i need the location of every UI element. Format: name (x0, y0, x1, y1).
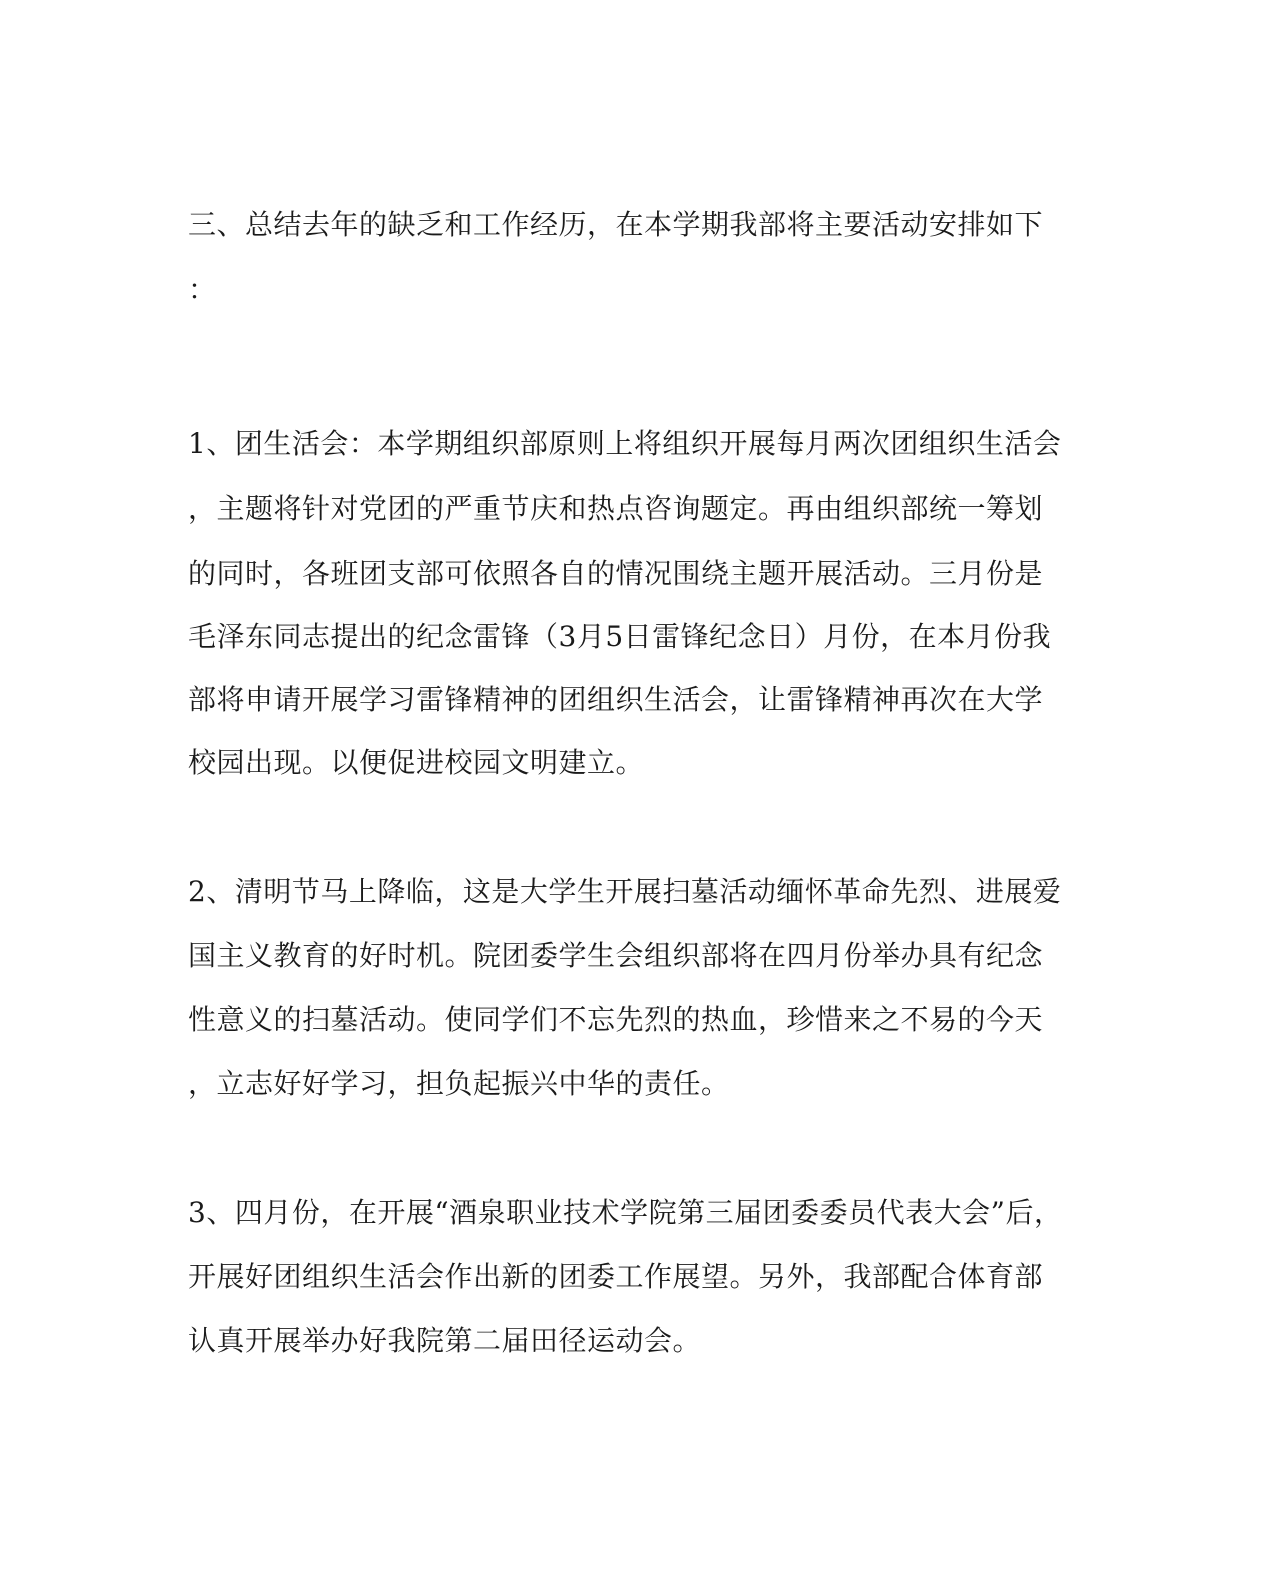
section-heading-line: ： (188, 273, 217, 306)
paragraph-line: 认真开展举办好我院第二届田径运动会。 (188, 1324, 702, 1357)
paragraph-line: 1、团生活会：本学期组织部原则上将组织开展每月两次团组织生活会 (188, 427, 1062, 460)
paragraph-line: 毛泽东同志提出的纪念雷锋（3月5日雷锋纪念日）月份，在本月份我 (188, 620, 1052, 653)
paragraph-line: 2、清明节马上降临，这是大学生开展扫墓活动缅怀革命先烈、进展爱 (188, 875, 1062, 908)
paragraph-line: 3、四月份，在开展“酒泉职业技术学院第三届团委委员代表大会”后， (188, 1196, 1063, 1229)
paragraph-line: 国主义教育的好时机。院团委学生会组织部将在四月份举办具有纪念 (188, 939, 1044, 972)
section-heading-line: 三、总结去年的缺乏和工作经历，在本学期我部将主要活动安排如下 (188, 208, 1044, 241)
paragraph-line: 性意义的扫墓活动。使同学们不忘先烈的热血，珍惜来之不易的今天 (188, 1003, 1044, 1036)
paragraph-line: 的同时，各班团支部可依照各自的情况围绕主题开展活动。三月份是 (188, 557, 1044, 590)
paragraph-line: ，立志好好学习，担负起振兴中华的责任。 (188, 1067, 730, 1100)
paragraph-line: 开展好团组织生活会作出新的团委工作展望。另外，我部配合体育部 (188, 1260, 1044, 1293)
paragraph-line: ，主题将针对党团的严重节庆和热点咨询题定。再由组织部统一筹划 (188, 492, 1044, 525)
paragraph-line: 校园出现。以便促进校园文明建立。 (188, 746, 645, 779)
paragraph-line: 部将申请开展学习雷锋精神的团组织生活会，让雷锋精神再次在大学 (188, 683, 1044, 716)
